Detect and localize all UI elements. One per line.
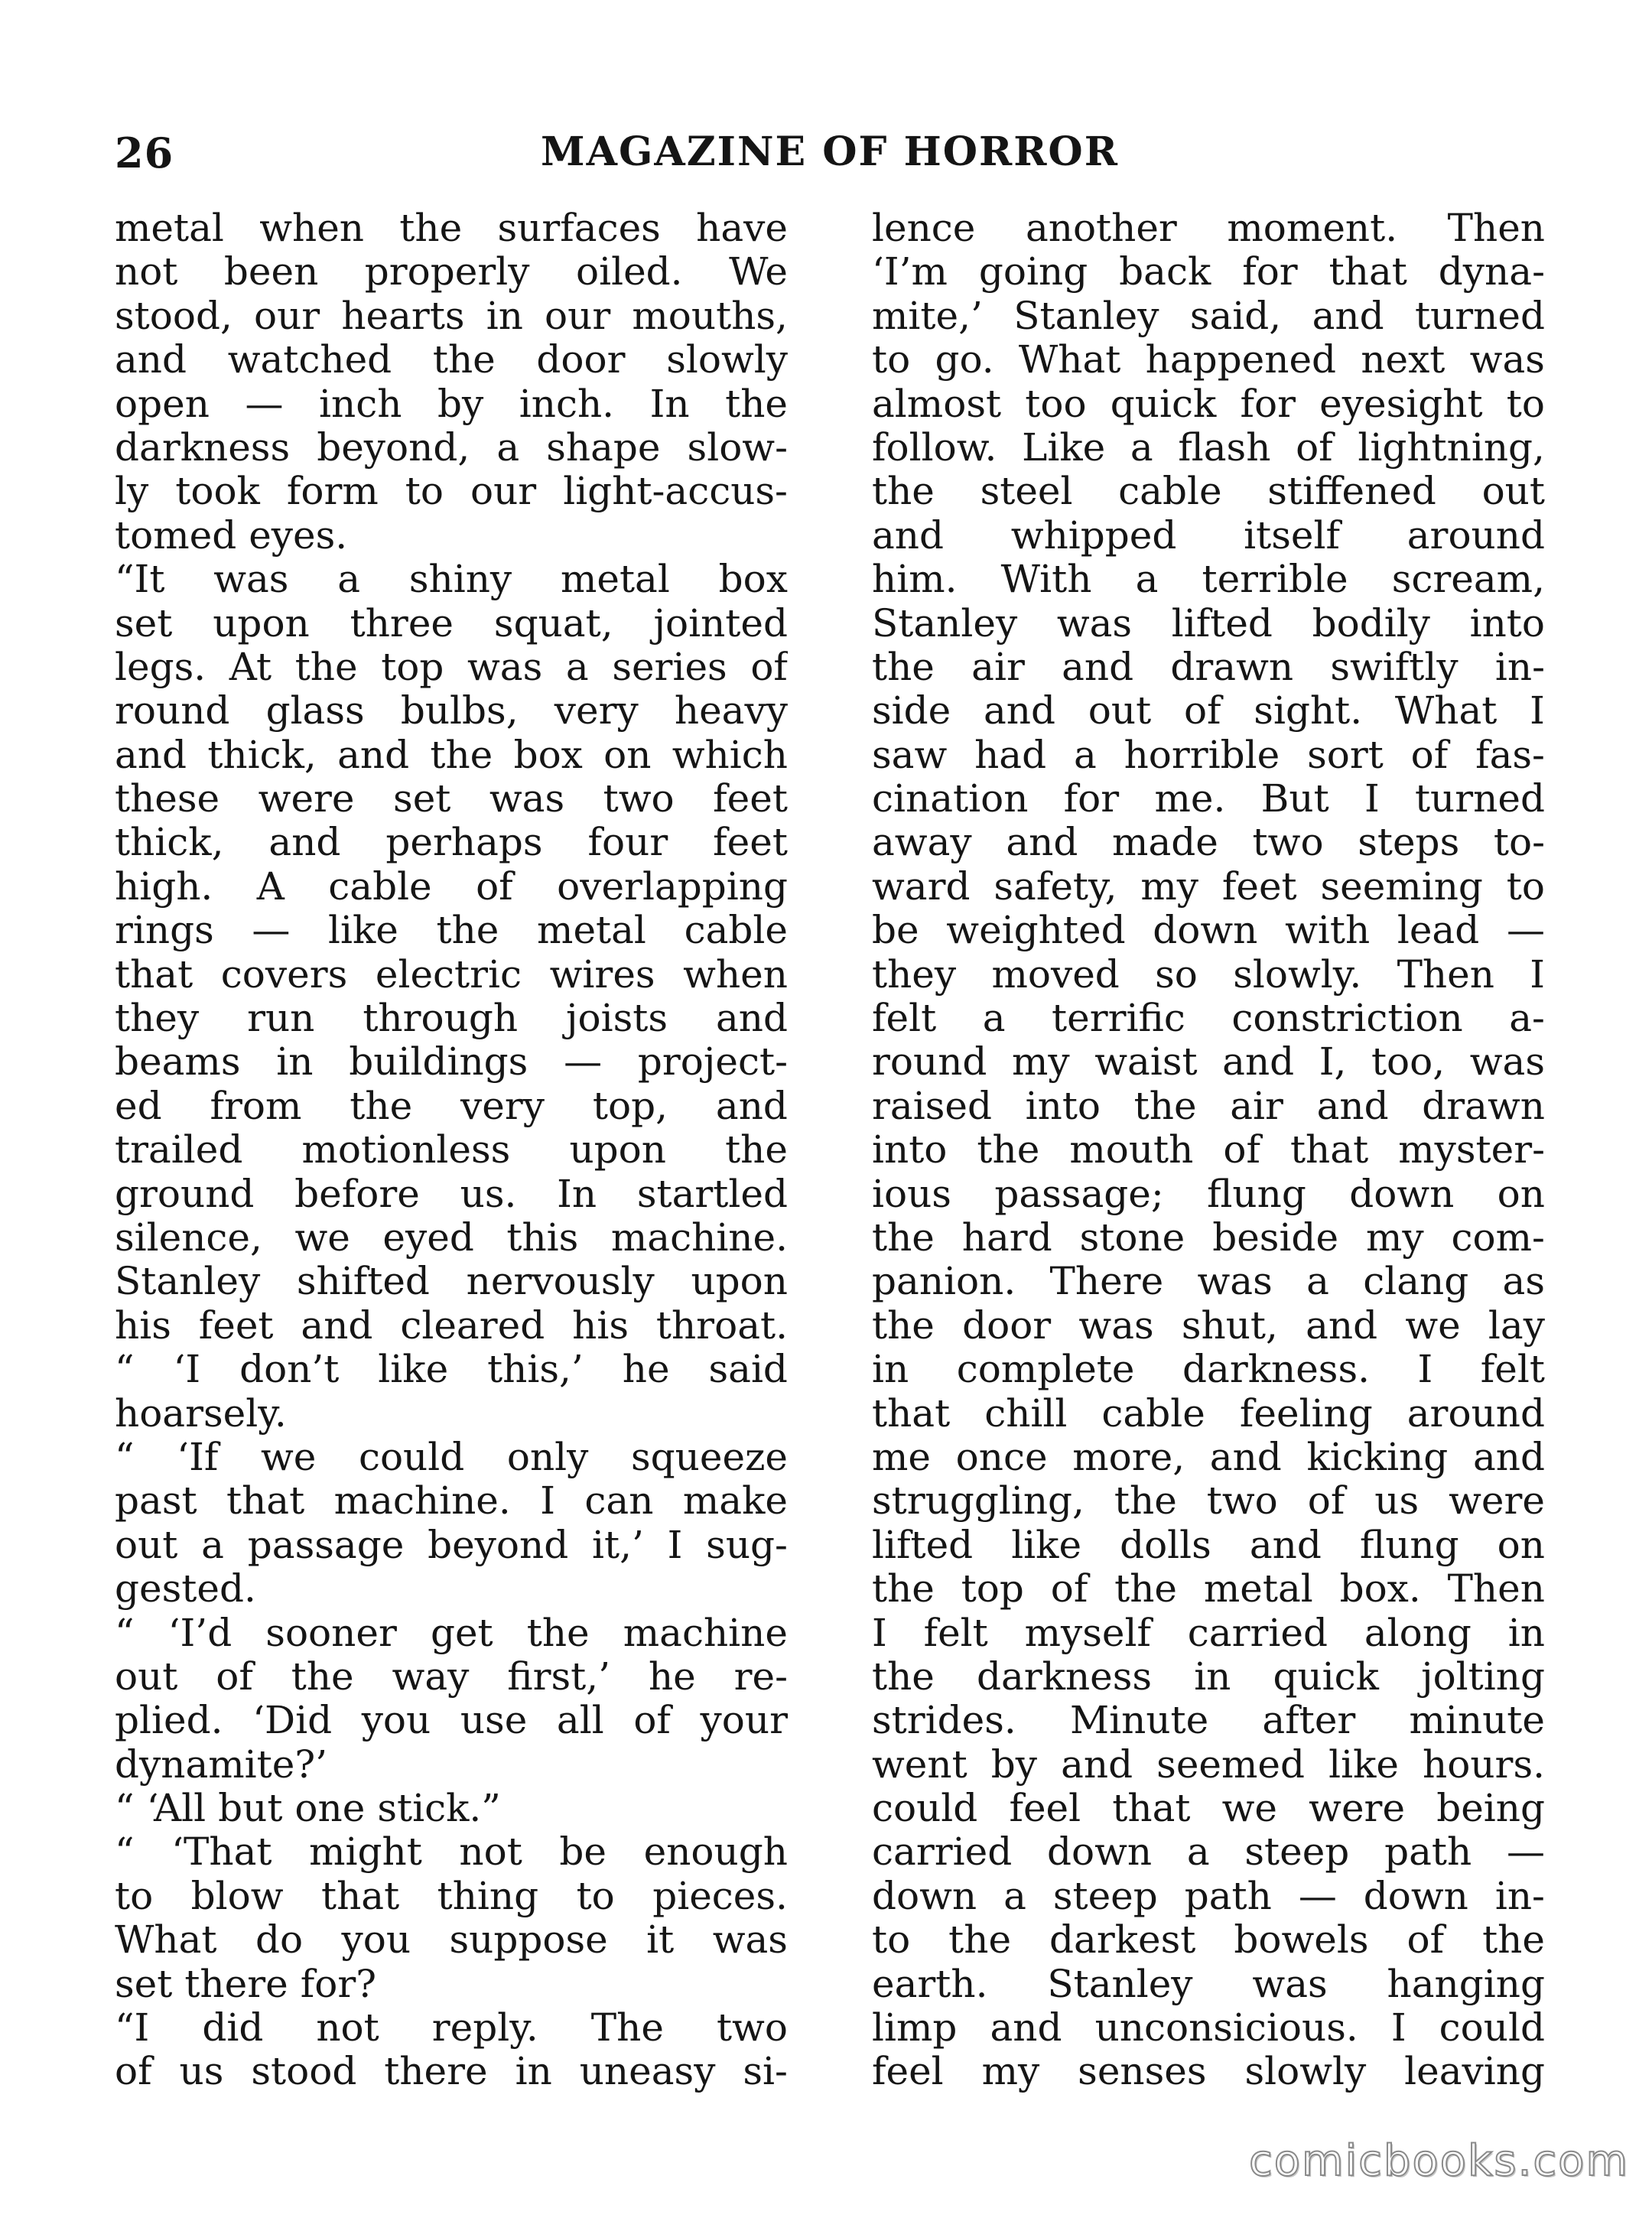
text-line: “ ‘I don’t like this,’ he said (115, 1347, 788, 1392)
text-line: the darkness in quick jolting (872, 1654, 1545, 1699)
text-line: thick, and perhaps four feet (115, 820, 788, 865)
text-line: away and made two steps to- (872, 820, 1545, 865)
text-line: ed from the very top, and (115, 1083, 788, 1128)
text-line: out a passage beyond it,’ I sug- (115, 1522, 788, 1567)
text-line: lence another moment. Then (872, 207, 1545, 250)
text-line: tomed eyes. (115, 512, 348, 558)
text-line: and whipped itself around (872, 512, 1545, 558)
text-line: “ ‘I’d sooner get the machine (115, 1610, 788, 1655)
text-line: to the darkest bowels of the (872, 1917, 1545, 1963)
text-line: him. With a terrible scream, (872, 557, 1545, 602)
text-line: “ ‘All but one stick.” (115, 1786, 501, 1831)
text-line: darkness beyond, a shape slow- (115, 424, 788, 470)
text-line: “ ‘If we could only squeeze (115, 1434, 788, 1479)
text-line: dynamite?’ (115, 1742, 328, 1787)
text-line: “It was a shiny metal box (115, 557, 788, 602)
running-head: MAGAZINE OF HORROR (541, 128, 1119, 175)
text-line: lifted like dolls and flung on (872, 1522, 1545, 1567)
text-line: into the mouth of that myster- (872, 1127, 1545, 1172)
text-line: be weighted down with lead — (872, 908, 1545, 953)
text-line: saw had a horrible sort of fas- (872, 732, 1545, 777)
text-line: could feel that we were being (872, 1786, 1545, 1831)
text-line: carried down a steep path — (872, 1829, 1545, 1875)
text-line: they run through joists and (115, 996, 788, 1041)
text-line: out of the way first,’ he re- (115, 1654, 788, 1699)
text-line: gested. (115, 1566, 256, 1611)
text-line: ground before us. In startled (115, 1171, 788, 1216)
page-number: 26 (115, 128, 174, 177)
text-line: the air and drawn swiftly in- (872, 644, 1545, 689)
text-line: limp and unconsicious. I could (872, 2005, 1545, 2051)
text-line: past that machine. I can make (115, 1478, 788, 1524)
text-line: open — inch by inch. In the (115, 381, 788, 426)
text-line: mite,’ Stanley said, and turned (872, 293, 1545, 338)
text-line: set upon three squat, jointed (115, 600, 788, 646)
text-line: “I did not reply. The two (115, 2005, 788, 2051)
text-line: ‘I’m going back for that dyna- (872, 249, 1545, 294)
text-line: follow. Like a flash of lightning, (872, 424, 1545, 470)
text-line: almost too quick for eyesight to (872, 381, 1545, 426)
page-header (115, 128, 1545, 182)
watermark: comicbooks.com (1248, 2136, 1629, 2186)
text-line: high. A cable of overlapping (115, 863, 788, 909)
text-line: to blow that thing to pieces. (115, 1873, 788, 1918)
text-line: down a steep path — down in- (872, 1873, 1545, 1918)
text-line: they moved so slowly. Then I (872, 951, 1545, 997)
text-line: legs. At the top was a series of (115, 644, 788, 689)
text-line: ward safety, my feet seeming to (872, 863, 1545, 909)
text-line: set there for? (115, 1961, 377, 2006)
text-line: trailed motionless upon the (115, 1127, 788, 1172)
text-line: side and out of sight. What I (872, 688, 1545, 733)
text-line: cination for me. But I turned (872, 776, 1545, 821)
text-line: silence, we eyed this machine. (115, 1215, 788, 1260)
text-line: that covers electric wires when (115, 951, 788, 997)
text-line: went by and seemed like hours. (872, 1742, 1545, 1787)
text-line: ly took form to our light-accus- (115, 469, 788, 514)
text-line: plied. ‘Did you use all of your (115, 1698, 788, 1743)
text-line: stood, our hearts in our mouths, (115, 293, 788, 338)
text-line: metal when the surfaces have (115, 207, 788, 250)
text-line: in complete darkness. I felt (872, 1347, 1545, 1392)
text-line: earth. Stanley was hanging (872, 1961, 1545, 2006)
text-line: ious passage; flung down on (872, 1171, 1545, 1216)
text-column-right (872, 207, 1545, 2134)
text-line: his feet and cleared his throat. (115, 1303, 788, 1348)
text-line: “ ‘That might not be enough (115, 1829, 788, 1875)
text-line: Stanley was lifted bodily into (872, 600, 1545, 646)
text-line: that chill cable feeling around (872, 1390, 1545, 1436)
text-line: and thick, and the box on which (115, 732, 788, 777)
text-column-left (115, 207, 788, 2134)
text-line: raised into the air and drawn (872, 1083, 1545, 1128)
text-line: feel my senses slowly leaving (872, 2049, 1545, 2094)
text-line: not been properly oiled. We (115, 249, 788, 294)
text-line: felt a terrific constriction a- (872, 996, 1545, 1041)
text-line: I felt myself carried along in (872, 1610, 1545, 1655)
text-line: What do you suppose it was (115, 1917, 788, 1963)
text-line: rings — like the metal cable (115, 908, 788, 953)
text-line: the hard stone beside my com- (872, 1215, 1545, 1260)
text-line: me once more, and kicking and (872, 1434, 1545, 1479)
text-line: struggling, the two of us were (872, 1478, 1545, 1524)
text-line: panion. There was a clang as (872, 1259, 1545, 1304)
text-line: the door was shut, and we lay (872, 1303, 1545, 1348)
text-line: round my waist and I, too, was (872, 1039, 1545, 1085)
text-line: the steel cable stiffened out (872, 469, 1545, 514)
text-line: these were set was two feet (115, 776, 788, 821)
text-line: and watched the door slowly (115, 337, 788, 382)
text-line: strides. Minute after minute (872, 1698, 1545, 1743)
text-line: hoarsely. (115, 1390, 287, 1436)
text-line: the top of the metal box. Then (872, 1566, 1545, 1611)
text-line: to go. What happened next was (872, 337, 1545, 382)
text-line: round glass bulbs, very heavy (115, 688, 788, 733)
text-line: beams in buildings — project- (115, 1039, 788, 1085)
text-line: Stanley shifted nervously upon (115, 1259, 788, 1304)
text-line: of us stood there in uneasy si- (115, 2049, 788, 2094)
